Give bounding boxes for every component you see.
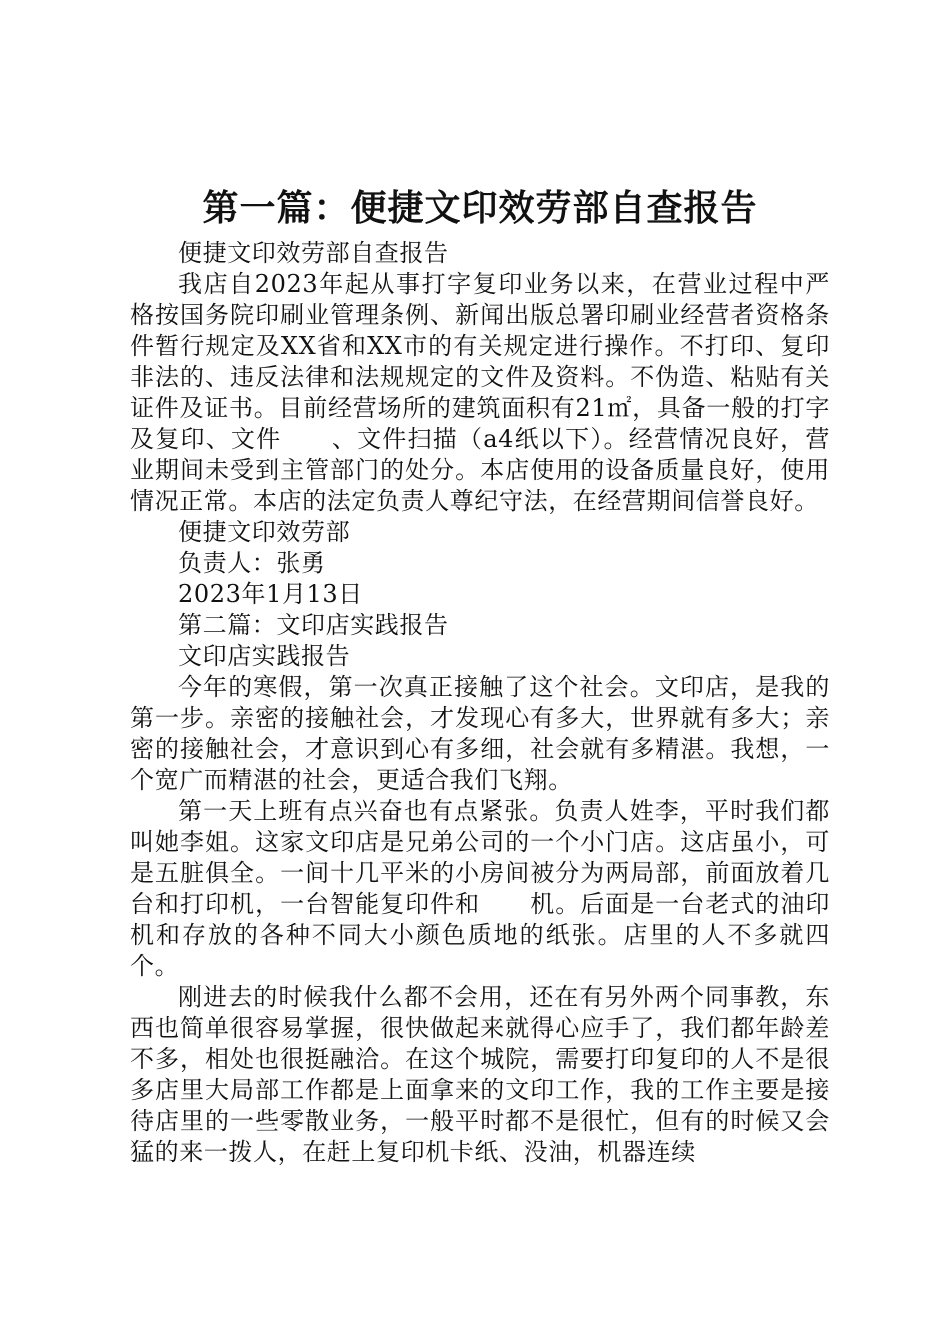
document-page: [130, 180, 830, 1168]
paragraph-8: 今年的寒假，第一次真正接触了这个社会。文印店，是我的第一步。亲密的接触社会，才发现心有多大，世界就有多大；亲密的接触社会，才意识到心有多细，社会就有多精湛。我想，一个宽广而精湛的社会，更适合我们飞翔。: [130, 673, 830, 794]
paragraph-6: 第二篇：文印店实践报告: [178, 611, 449, 639]
paragraph-5: 2023年1月13日: [178, 580, 363, 608]
paragraph-10: 刚进去的时候我什么都不会用，还在有另外两个同事教，东西也简单很容易掌握，很快做起来就得心应手了，我们都年龄差不多，相处也很挺融洽。在这个城院，需要打印复印的人不是很多店里大局部工作都是上面拿来的文印工作，我的工作主要是接待店里的一些零散业务，一般平时都不是很忙，但有的时候又会猛的来一拨人，在赶上复印机卡纸、没油，机器连续: [130, 983, 830, 1166]
paragraph-2: 我店自2023年起从事打字复印业务以来，在营业过程中严格按国务院印刷业管理条例、新闻出版总署印刷业经营者资格条件暂行规定及XX省和XX市的有关规定进行操作。不打印、复印非法的、违反法律和法规规定的文件及资料。不伪造、粘贴有关证件及证书。目前经营场所的建筑面积有21㎡，具备一般的打字及复印、文件 、文件扫描（a4纸以下）。经营情况良好，营业期间未受到主管部门的处分。本店使用的设备质量良好，使用情况正常。本店的法定负责人尊纪守法，在经营期间信誉良好。: [130, 270, 830, 515]
paragraph-9: 第一天上班有点兴奋也有点紧张。负责人姓李，平时我们都叫她李姐。这家文印店是兄弟公司的一个小门店。这店虽小，可是五脏俱全。一间十几平米的小房间被分为两局部，前面放着几台和打印机，一台智能复印件和 机。后面是一台老式的油印机和存放的各种不同大小颜色质地的纸张。店里的人不多就四个。: [130, 797, 830, 980]
paragraph-1: 便捷文印效劳部自查报告: [178, 239, 449, 267]
paragraph-7: 文印店实践报告: [178, 642, 351, 670]
paragraph-4: 负责人：张勇: [178, 549, 326, 577]
document-title: 第一篇：便捷文印效劳部自查报告: [202, 187, 758, 229]
paragraph-3: 便捷文印效劳部: [178, 518, 351, 546]
